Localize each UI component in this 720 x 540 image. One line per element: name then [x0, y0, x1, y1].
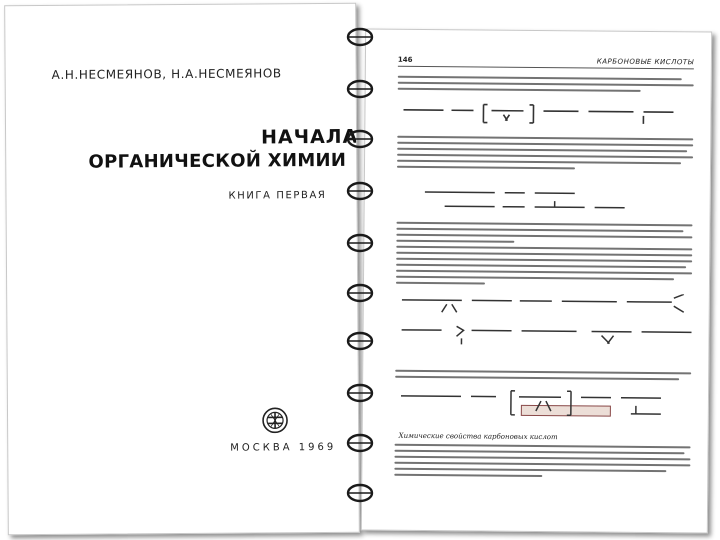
book-authors: А.Н.НЕСМЕЯНОВ, Н.А.НЕСМЕЯНОВ	[51, 66, 282, 82]
spiral-ring-icon	[340, 26, 380, 48]
paragraph-block	[396, 222, 693, 290]
page-number: 146	[397, 55, 413, 64]
chemical-formula	[401, 386, 691, 423]
chemical-formula	[425, 186, 655, 218]
page-header	[398, 56, 694, 71]
paragraph-block	[395, 370, 691, 385]
spiral-ring-icon	[340, 330, 380, 352]
spiral-ring-icon	[340, 232, 380, 254]
paragraph-block	[394, 444, 690, 482]
chemical-formula	[403, 102, 693, 131]
book-title-line1: НАЧАЛА	[261, 125, 359, 149]
paragraph-block	[397, 136, 693, 174]
section-heading: Химические свойства карбоновых кислот	[398, 431, 558, 442]
publisher-emblem-icon	[262, 407, 288, 437]
spiral-ring-icon	[340, 282, 380, 304]
chemical-formula	[402, 292, 692, 321]
chemical-formula	[401, 320, 691, 353]
spiral-ring-icon	[340, 382, 380, 404]
spiral-ring-icon	[340, 432, 380, 454]
paragraph-block	[398, 76, 694, 97]
header-rule	[398, 66, 694, 70]
running-head: КАРБОНОВЫЕ КИСЛОТЫ	[596, 57, 694, 67]
spiral-binding	[340, 0, 380, 540]
book-title-line2: ОРГАНИЧЕСКОЙ ХИМИИ	[88, 149, 347, 173]
book-imprint: МОСКВА 1969	[230, 441, 337, 454]
spiral-ring-icon	[340, 78, 380, 100]
left-page-title	[4, 3, 360, 535]
spiral-ring-icon	[340, 128, 380, 150]
right-page-text	[361, 28, 712, 533]
spiral-ring-icon	[340, 482, 380, 504]
spiral-ring-icon	[340, 180, 380, 202]
book-volume: КНИГА ПЕРВАЯ	[228, 189, 327, 202]
